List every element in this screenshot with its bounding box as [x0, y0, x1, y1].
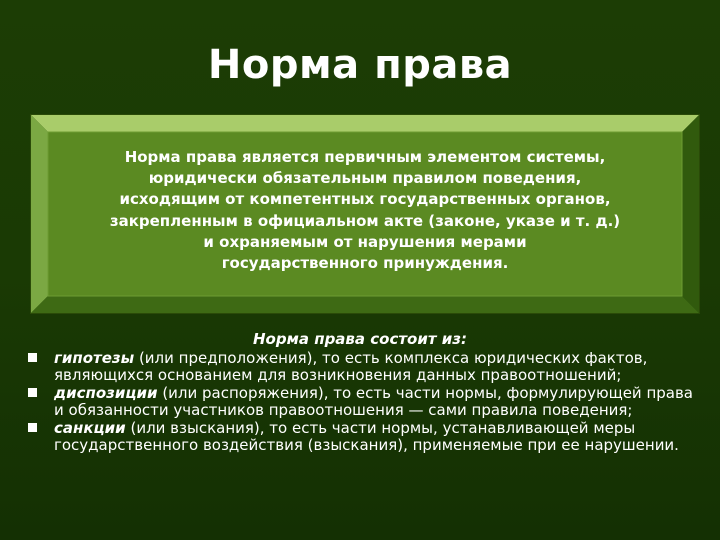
components-heading: Норма права состоит из: [253, 330, 467, 348]
term-sanction: санкции [54, 419, 126, 438]
list-item-sanction [26, 420, 702, 453]
definition-line: и охраняемым от нарушения мерами [203, 232, 527, 251]
definition-line: Норма права является первичным элементом системы, [124, 148, 606, 166]
list-item-disposition [26, 385, 702, 418]
definition-line: закрепленным в официальном акте (законе, указе и т. д.) [109, 211, 621, 230]
definition-text [30, 147, 700, 274]
list-item-hypothesis [26, 350, 702, 383]
definition-line: юридически обязательным правилом поведения, [148, 169, 582, 188]
term-description: (или предположения), то есть комплекса юридических фактов, являющихся основанием для возникновения данных правоотношений; [54, 349, 648, 384]
term-description: (или взыскания), то есть части нормы, устанавливающей меры государственного воздействия (взыскания), применяемые при ее нарушении. [54, 419, 679, 454]
bevel-top [30, 114, 700, 132]
term-description: (или распоряжения), то есть части нормы, формулирующей права и обязанности участников правоотношения — сами правила поведения; [54, 384, 693, 419]
square-bullet-icon [28, 423, 37, 432]
definition-line: исходящим от компетентных государственных органов, [119, 190, 611, 209]
square-bullet-icon [28, 388, 37, 397]
slide-title: Норма права [207, 42, 513, 88]
definition-line: государственного принуждения. [221, 254, 509, 273]
bevel-bottom [30, 296, 700, 314]
term-hypothesis: гипотезы [54, 349, 135, 367]
components-list [26, 350, 702, 456]
term-disposition: диспозиции [54, 384, 158, 403]
square-bullet-icon [28, 353, 37, 362]
